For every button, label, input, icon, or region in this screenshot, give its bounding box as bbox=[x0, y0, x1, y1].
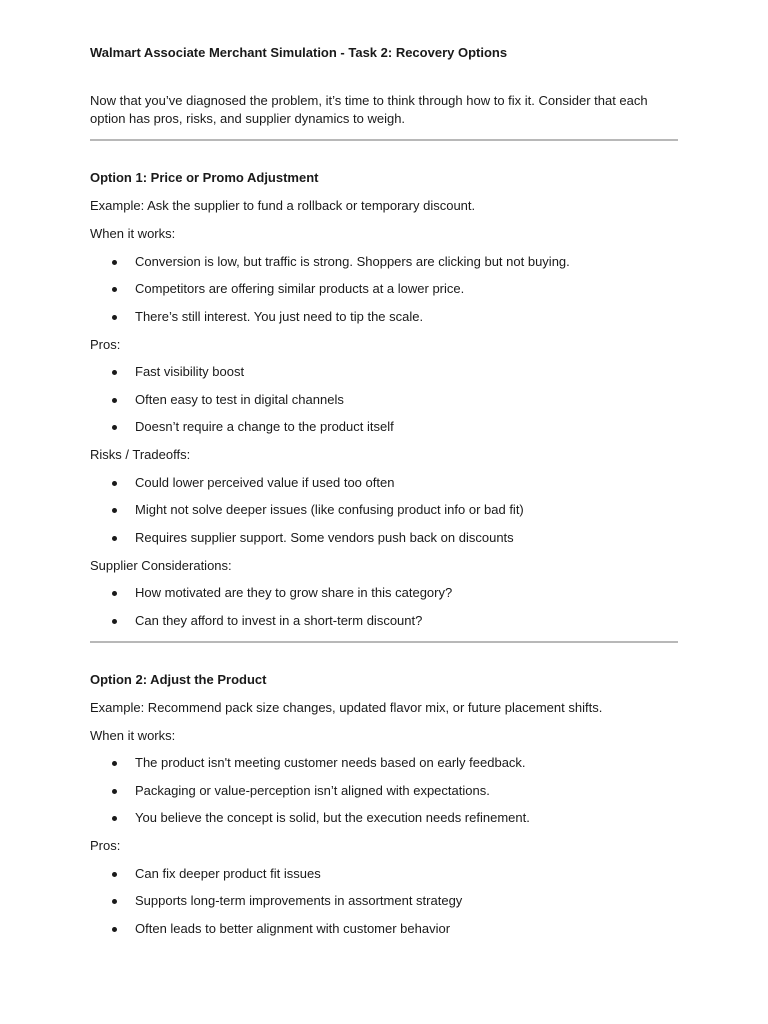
bullet-icon bbox=[112, 481, 117, 486]
list-item bbox=[90, 391, 678, 409]
list-item-text: Conversion is low, but traffic is strong. Shoppers are clicking but not buying. bbox=[135, 253, 570, 269]
list-item bbox=[90, 782, 678, 800]
list-item-text: Competitors are offering similar products at a lower price. bbox=[135, 281, 465, 296]
bullet-icon bbox=[112, 536, 117, 541]
bullet-icon bbox=[112, 761, 117, 766]
bullet-icon bbox=[112, 508, 117, 513]
bullet-icon bbox=[112, 287, 117, 292]
pros-label: Pros: bbox=[90, 838, 121, 853]
pros-label: Pros: bbox=[90, 336, 121, 352]
risks-label: Risks / Tradeoffs: bbox=[90, 447, 191, 462]
list-item-text: The product isn't meeting customer needs based on early feedback. bbox=[135, 755, 526, 770]
bullet-icon bbox=[112, 370, 117, 375]
list-item-text: Requires supplier support. Some vendors push back on discounts bbox=[135, 529, 514, 545]
list-item bbox=[90, 474, 678, 492]
list-item-text: Might not solve deeper issues (like confusing product info or bad fit) bbox=[135, 502, 524, 517]
supplier-considerations-list bbox=[90, 584, 678, 630]
option-1-section bbox=[90, 141, 678, 643]
supplier-considerations-label: Supplier Considerations: bbox=[90, 557, 232, 573]
bullet-icon bbox=[112, 260, 117, 265]
option-example: Example: Ask the supplier to fund a rollback or temporary discount. bbox=[90, 198, 476, 213]
intro-paragraph: Now that you’ve diagnosed the problem, it’s time to think through how to fix it. Consider that each option has pros, risks, and supplier dynamics to weigh. bbox=[90, 93, 648, 126]
when-it-works-list bbox=[90, 253, 678, 326]
option-title: Option 1: Price or Promo Adjustment bbox=[90, 170, 319, 185]
pros-list bbox=[90, 865, 678, 938]
bullet-icon bbox=[112, 398, 117, 403]
list-item-text: Supports long-term improvements in assortment strategy bbox=[135, 893, 463, 908]
list-item bbox=[90, 920, 678, 938]
option-2-section bbox=[90, 643, 678, 938]
list-item bbox=[90, 612, 678, 630]
risks-list bbox=[90, 474, 678, 547]
list-item-text: There’s still interest. You just need to tip the scale. bbox=[135, 308, 424, 324]
option-title: Option 2: Adjust the Product bbox=[90, 671, 267, 687]
list-item bbox=[90, 253, 678, 271]
list-item bbox=[90, 865, 678, 883]
option-example: Example: Recommend pack size changes, updated flavor mix, or future placement shifts. bbox=[90, 699, 603, 715]
list-item bbox=[90, 280, 678, 298]
bullet-icon bbox=[112, 619, 117, 624]
pros-list bbox=[90, 363, 678, 436]
bullet-icon bbox=[112, 315, 117, 320]
list-item bbox=[90, 529, 678, 547]
list-item-text: Could lower perceived value if used too often bbox=[135, 474, 395, 490]
when-it-works-label: When it works: bbox=[90, 226, 176, 241]
list-item-text: Doesn’t require a change to the product itself bbox=[135, 419, 394, 434]
list-item bbox=[90, 308, 678, 326]
list-item bbox=[90, 501, 678, 519]
list-item bbox=[90, 754, 678, 772]
list-item bbox=[90, 892, 678, 910]
bullet-icon bbox=[112, 425, 117, 430]
list-item bbox=[90, 418, 678, 436]
list-item-text: Fast visibility boost bbox=[135, 364, 245, 379]
document-body bbox=[90, 44, 678, 938]
list-item-text: Often easy to test in digital channels bbox=[135, 391, 344, 407]
bullet-icon bbox=[112, 899, 117, 904]
list-item-text: How motivated are they to grow share in this category? bbox=[135, 585, 453, 600]
list-item-text: Often leads to better alignment with customer behavior bbox=[135, 920, 451, 936]
when-it-works-label: When it works: bbox=[90, 727, 176, 743]
list-item bbox=[90, 584, 678, 602]
list-item-text: Can they afford to invest in a short-term discount? bbox=[135, 612, 423, 628]
document-title: Walmart Associate Merchant Simulation - Task 2: Recovery Options bbox=[90, 45, 508, 60]
bullet-icon bbox=[112, 872, 117, 877]
bullet-icon bbox=[112, 816, 117, 821]
list-item bbox=[90, 363, 678, 381]
when-it-works-list bbox=[90, 754, 678, 827]
list-item bbox=[90, 809, 678, 827]
bullet-icon bbox=[112, 591, 117, 596]
list-item-text: Packaging or value-perception isn’t aligned with expectations. bbox=[135, 782, 490, 798]
bullet-icon bbox=[112, 789, 117, 794]
list-item-text: Can fix deeper product fit issues bbox=[135, 865, 321, 881]
list-item-text: You believe the concept is solid, but the execution needs refinement. bbox=[135, 810, 530, 825]
bullet-icon bbox=[112, 927, 117, 932]
